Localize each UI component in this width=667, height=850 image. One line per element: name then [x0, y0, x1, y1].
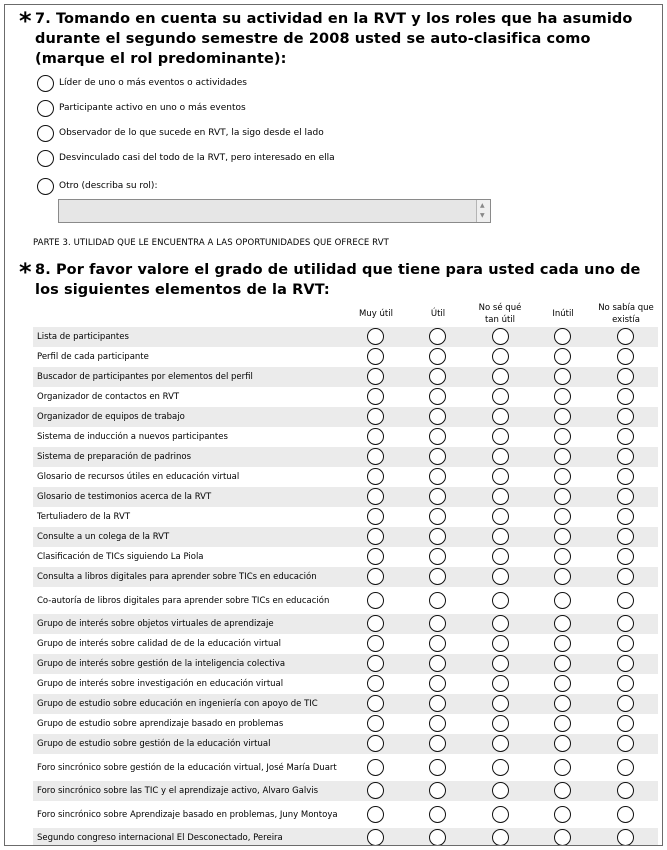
matrix-radio-col-2[interactable]: [429, 368, 446, 385]
matrix-radio-col-2[interactable]: [429, 715, 446, 732]
matrix-row-label: Organizador de contactos en RVT: [37, 392, 180, 402]
matrix-radio-col-1[interactable]: [367, 388, 384, 405]
matrix-radio-col-4[interactable]: [554, 829, 571, 846]
question-7-text: 7. Tomando en cuenta su actividad en la RVT y los roles que ha asumido durante el segundo semestre de 2008 usted se auto-clasifica como (marque el rol predominante):: [35, 11, 633, 67]
matrix-radio-col-2[interactable]: [429, 428, 446, 445]
option-label: Observador de lo que sucede en RVT, la sigo desde el lado: [59, 128, 324, 138]
matrix-radio-col-2[interactable]: [429, 448, 446, 465]
matrix-radio-col-3[interactable]: [492, 428, 509, 445]
matrix-row-label: Grupo de estudio sobre aprendizaje basado en problemas: [37, 719, 284, 729]
matrix-radio-col-4[interactable]: [554, 695, 571, 712]
matrix-radio-col-1[interactable]: [367, 528, 384, 545]
matrix-radio-col-4[interactable]: [554, 635, 571, 652]
matrix-radio-col-4[interactable]: [554, 782, 571, 799]
matrix-radio-col-4[interactable]: [554, 806, 571, 823]
matrix-radio-col-1[interactable]: [367, 806, 384, 823]
matrix-row: [33, 734, 658, 754]
option-label: Desvinculado casi del todo de la RVT, pero interesado en ella: [59, 153, 335, 163]
matrix-row-label: Grupo de interés sobre calidad de de la educación virtual: [37, 639, 281, 649]
matrix-row-label: Glosario de recursos útiles en educación virtual: [37, 472, 240, 482]
matrix-radio-col-4[interactable]: [554, 715, 571, 732]
matrix-radio-col-1[interactable]: [367, 615, 384, 632]
matrix-row-label: Consulte a un colega de la RVT: [37, 532, 170, 542]
matrix-radio-col-3[interactable]: [492, 528, 509, 545]
matrix-radio-col-4[interactable]: [554, 428, 571, 445]
matrix-radio-col-2[interactable]: [429, 328, 446, 345]
matrix-radio-col-4[interactable]: [554, 735, 571, 752]
matrix-radio-col-1[interactable]: [367, 695, 384, 712]
matrix-radio-col-3[interactable]: [492, 548, 509, 565]
matrix-row: [33, 801, 658, 828]
matrix-radio-col-5[interactable]: [617, 348, 634, 365]
matrix-row-label: Grupo de estudio sobre educación en ingeniería con apoyo de TIC: [37, 699, 318, 709]
matrix-radio-col-1[interactable]: [367, 468, 384, 485]
matrix-radio-col-5[interactable]: [617, 715, 634, 732]
matrix-radio-col-3[interactable]: [492, 592, 509, 609]
matrix-row: [33, 634, 658, 654]
matrix-radio-col-4[interactable]: [554, 408, 571, 425]
matrix-radio-col-3[interactable]: [492, 829, 509, 846]
matrix-radio-col-1[interactable]: [367, 655, 384, 672]
matrix-radio-col-3[interactable]: [492, 448, 509, 465]
matrix-radio-col-2[interactable]: [429, 695, 446, 712]
matrix-row-label: Buscador de participantes por elementos del perfil: [37, 372, 253, 382]
matrix-radio-col-4[interactable]: [554, 368, 571, 385]
matrix-row: [33, 387, 658, 407]
matrix-row: [33, 427, 658, 447]
matrix-radio-col-3[interactable]: [492, 408, 509, 425]
matrix-row-label: Co-autoría de libros digitales para aprender sobre TICs en educación: [37, 595, 330, 606]
matrix-radio-col-3[interactable]: [492, 735, 509, 752]
matrix-radio-col-4[interactable]: [554, 508, 571, 525]
matrix-radio-col-5[interactable]: [617, 428, 634, 445]
matrix-radio-col-5[interactable]: [617, 635, 634, 652]
matrix-radio-col-4[interactable]: [554, 655, 571, 672]
matrix-radio-col-2[interactable]: [429, 655, 446, 672]
matrix-row-label: Grupo de interés sobre gestión de la inteligencia colectiva: [37, 659, 286, 669]
matrix-radio-col-4[interactable]: [554, 528, 571, 545]
matrix-radio-col-3[interactable]: [492, 715, 509, 732]
matrix-row-label: Segundo congreso internacional El Desconectado, Pereira: [37, 833, 283, 843]
matrix-radio-col-2[interactable]: [429, 468, 446, 485]
matrix-row-label: Foro sincrónico sobre Aprendizaje basado en problemas, Juny Montoya: [37, 809, 338, 820]
required-asterisk: *: [19, 7, 32, 35]
matrix-row-label: Grupo de interés sobre objetos virtuales de aprendizaje: [37, 619, 274, 629]
radio-button[interactable]: [37, 125, 54, 142]
column-header-no-sabia: No sabía que existía: [598, 303, 654, 325]
matrix-radio-col-2[interactable]: [429, 615, 446, 632]
matrix-radio-col-5[interactable]: [617, 675, 634, 692]
matrix-row-label: Sistema de preparación de padrinos: [37, 452, 192, 462]
matrix-radio-col-3[interactable]: [492, 328, 509, 345]
matrix-radio-col-4[interactable]: [554, 468, 571, 485]
matrix-radio-col-2[interactable]: [429, 675, 446, 692]
matrix-radio-col-4[interactable]: [554, 675, 571, 692]
matrix-row: [33, 467, 658, 487]
matrix-radio-col-1[interactable]: [367, 368, 384, 385]
matrix-radio-col-3[interactable]: [492, 488, 509, 505]
matrix-radio-col-1[interactable]: [367, 328, 384, 345]
textarea-scrollbar[interactable]: [476, 200, 490, 222]
scroll-down-arrow-icon[interactable]: ▼: [480, 212, 485, 219]
matrix-row-label: Tertuliadero de la RVT: [37, 512, 131, 522]
matrix-radio-col-1[interactable]: [367, 592, 384, 609]
matrix-row-label: Foro sincrónico sobre las TIC y el aprendizaje activo, Alvaro Galvis: [37, 786, 319, 796]
matrix-radio-col-5[interactable]: [617, 448, 634, 465]
matrix-radio-col-1[interactable]: [367, 508, 384, 525]
matrix-radio-col-3[interactable]: [492, 695, 509, 712]
matrix-radio-col-1[interactable]: [367, 428, 384, 445]
q7-option-participante[interactable]: [37, 98, 246, 118]
scroll-up-arrow-icon[interactable]: ▲: [480, 202, 485, 209]
matrix-row: [33, 694, 658, 714]
matrix-radio-col-1[interactable]: [367, 568, 384, 585]
survey-page: [4, 4, 663, 846]
matrix-row-label: Grupo de estudio sobre gestión de la educación virtual: [37, 739, 271, 749]
matrix-radio-col-2[interactable]: [429, 635, 446, 652]
matrix-radio-col-2[interactable]: [429, 408, 446, 425]
matrix-radio-col-2[interactable]: [429, 806, 446, 823]
matrix-row: [33, 654, 658, 674]
matrix-radio-col-5[interactable]: [617, 695, 634, 712]
matrix-row: [33, 487, 658, 507]
matrix-row: [33, 614, 658, 634]
matrix-row: [33, 754, 658, 781]
matrix-radio-col-1[interactable]: [367, 782, 384, 799]
matrix-radio-col-2[interactable]: [429, 508, 446, 525]
question-8-title: [21, 260, 661, 300]
section-heading-part-3: PARTE 3. UTILIDAD QUE LE ENCUENTRA A LAS OPORTUNIDADES QUE OFRECE RVT: [33, 238, 389, 248]
matrix-radio-col-2[interactable]: [429, 348, 446, 365]
matrix-radio-col-5[interactable]: [617, 592, 634, 609]
required-asterisk: *: [19, 258, 32, 286]
matrix-radio-col-3[interactable]: [492, 468, 509, 485]
matrix-radio-col-3[interactable]: [492, 635, 509, 652]
matrix-radio-col-3[interactable]: [492, 806, 509, 823]
matrix-radio-col-1[interactable]: [367, 408, 384, 425]
matrix-radio-col-4[interactable]: [554, 592, 571, 609]
matrix-row-label: Glosario de testimonios acerca de la RVT: [37, 492, 212, 502]
matrix-radio-col-2[interactable]: [429, 548, 446, 565]
question-8-text: 8. Por favor valore el grado de utilidad que tiene para usted cada uno de los siguientes elementos de la RVT:: [35, 262, 641, 298]
radio-button[interactable]: [37, 150, 54, 167]
matrix-row: [33, 507, 658, 527]
matrix-radio-col-4[interactable]: [554, 568, 571, 585]
matrix-radio-col-4[interactable]: [554, 488, 571, 505]
matrix-radio-col-5[interactable]: [617, 615, 634, 632]
column-header-no-se: No sé qué tan útil: [478, 303, 522, 325]
matrix-radio-col-5[interactable]: [617, 806, 634, 823]
matrix-radio-col-1[interactable]: [367, 348, 384, 365]
option-label: Participante activo en uno o más eventos: [59, 103, 246, 113]
matrix-radio-col-2[interactable]: [429, 829, 446, 846]
matrix-radio-col-1[interactable]: [367, 548, 384, 565]
matrix-radio-col-5[interactable]: [617, 468, 634, 485]
matrix-radio-col-2[interactable]: [429, 568, 446, 585]
q7-option-observador[interactable]: [37, 123, 324, 143]
option-label: Otro (describa su rol):: [59, 181, 158, 191]
matrix-radio-col-4[interactable]: [554, 615, 571, 632]
matrix-radio-col-5[interactable]: [617, 548, 634, 565]
matrix-row-label: Lista de participantes: [37, 332, 129, 342]
matrix-radio-col-4[interactable]: [554, 328, 571, 345]
matrix-row: [33, 407, 658, 427]
radio-button[interactable]: [37, 178, 54, 195]
matrix-row-label: Organizador de equipos de trabajo: [37, 412, 185, 422]
matrix-row: [33, 447, 658, 467]
matrix-radio-col-5[interactable]: [617, 655, 634, 672]
matrix-radio-col-5[interactable]: [617, 829, 634, 846]
matrix-radio-col-2[interactable]: [429, 592, 446, 609]
matrix-radio-col-5[interactable]: [617, 735, 634, 752]
matrix-row-label: Sistema de inducción a nuevos participantes: [37, 432, 228, 442]
matrix-row: [33, 674, 658, 694]
matrix-row: [33, 547, 658, 567]
matrix-row-label: Grupo de interés sobre investigación en educación virtual: [37, 679, 284, 689]
matrix-radio-col-1[interactable]: [367, 448, 384, 465]
column-header-inutil: Inútil: [552, 309, 574, 319]
matrix-radio-col-5[interactable]: [617, 568, 634, 585]
matrix-radio-col-1[interactable]: [367, 759, 384, 776]
matrix-radio-col-2[interactable]: [429, 735, 446, 752]
matrix-radio-col-3[interactable]: [492, 348, 509, 365]
matrix-radio-col-3[interactable]: [492, 568, 509, 585]
matrix-radio-col-5[interactable]: [617, 388, 634, 405]
matrix-radio-col-1[interactable]: [367, 488, 384, 505]
option-label: Líder de uno o más eventos o actividades: [59, 78, 247, 88]
matrix-radio-col-4[interactable]: [554, 548, 571, 565]
matrix-radio-col-2[interactable]: [429, 759, 446, 776]
matrix-radio-col-5[interactable]: [617, 408, 634, 425]
matrix-radio-col-5[interactable]: [617, 368, 634, 385]
q7-option-lider[interactable]: [37, 73, 247, 93]
rating-matrix: [33, 327, 658, 846]
matrix-radio-col-3[interactable]: [492, 388, 509, 405]
matrix-row: [33, 367, 658, 387]
matrix-radio-col-5[interactable]: [617, 488, 634, 505]
matrix-row-label: Foro sincrónico sobre gestión de la educación virtual, José María Duart: [37, 762, 337, 773]
q7-option-otro[interactable]: [37, 176, 157, 196]
q7-option-desvinculado[interactable]: [37, 148, 335, 168]
matrix-radio-col-3[interactable]: [492, 759, 509, 776]
question-7-title: [21, 9, 661, 69]
matrix-row-label: Clasificación de TICs siguiendo La Piola: [37, 552, 204, 562]
column-header-muy-util: Muy útil: [359, 309, 393, 319]
matrix-radio-col-1[interactable]: [367, 829, 384, 846]
matrix-row: [33, 781, 658, 801]
matrix-radio-col-3[interactable]: [492, 782, 509, 799]
matrix-radio-col-2[interactable]: [429, 782, 446, 799]
matrix-radio-col-5[interactable]: [617, 759, 634, 776]
matrix-radio-col-1[interactable]: [367, 675, 384, 692]
matrix-radio-col-3[interactable]: [492, 508, 509, 525]
matrix-radio-col-4[interactable]: [554, 448, 571, 465]
matrix-radio-col-5[interactable]: [617, 528, 634, 545]
matrix-row-label: Consulta a libros digitales para aprender sobre TICs en educación: [37, 572, 317, 582]
otro-description-textarea[interactable]: [58, 199, 491, 223]
matrix-radio-col-5[interactable]: [617, 508, 634, 525]
matrix-row: [33, 327, 658, 347]
matrix-radio-col-5[interactable]: [617, 782, 634, 799]
matrix-row: [33, 828, 658, 846]
matrix-radio-col-3[interactable]: [492, 615, 509, 632]
matrix-radio-col-2[interactable]: [429, 528, 446, 545]
matrix-radio-col-2[interactable]: [429, 388, 446, 405]
radio-button[interactable]: [37, 100, 54, 117]
matrix-radio-col-3[interactable]: [492, 368, 509, 385]
matrix-row: [33, 587, 658, 614]
matrix-radio-col-5[interactable]: [617, 328, 634, 345]
matrix-radio-col-1[interactable]: [367, 715, 384, 732]
matrix-row-label: Perfil de cada participante: [37, 352, 149, 362]
matrix-row: [33, 527, 658, 547]
matrix-row: [33, 567, 658, 587]
radio-button[interactable]: [37, 75, 54, 92]
matrix-radio-col-1[interactable]: [367, 735, 384, 752]
column-header-util: Útil: [430, 309, 446, 319]
matrix-radio-col-4[interactable]: [554, 388, 571, 405]
matrix-radio-col-2[interactable]: [429, 488, 446, 505]
matrix-radio-col-4[interactable]: [554, 759, 571, 776]
matrix-row: [33, 347, 658, 367]
matrix-radio-col-4[interactable]: [554, 348, 571, 365]
matrix-radio-col-3[interactable]: [492, 675, 509, 692]
matrix-radio-col-3[interactable]: [492, 655, 509, 672]
matrix-radio-col-1[interactable]: [367, 635, 384, 652]
matrix-row: [33, 714, 658, 734]
